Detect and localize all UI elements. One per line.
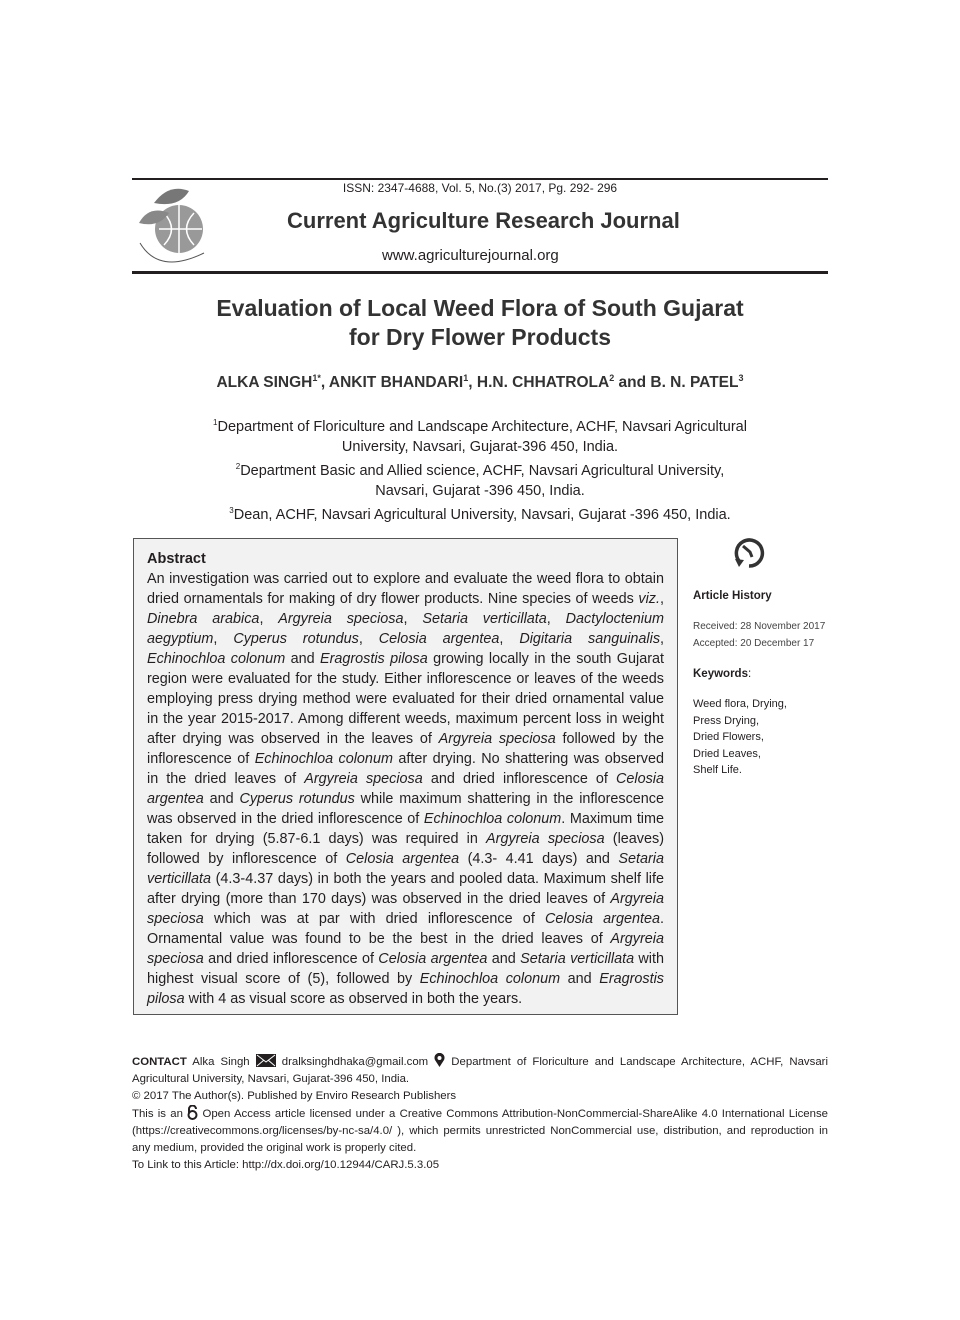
license-pre: This is an (132, 1108, 188, 1120)
species-name: Setaria verticillata (422, 611, 547, 627)
species-name: Argyreia speciosa (278, 611, 404, 627)
abstract-segment: , (213, 631, 234, 647)
affil-sup: 3 (229, 505, 234, 515)
received-date: Received: 28 November 2017 (693, 621, 826, 632)
species-name: Argyreia speciosa (438, 731, 556, 747)
species-name: Setaria verticillata (520, 951, 635, 967)
abstract-segment: and dried inflorescence of (203, 951, 379, 967)
abstract-segment: , (358, 631, 379, 647)
clock-history-icon (731, 535, 767, 571)
title-line-1: Evaluation of Local Weed Flora of South Gujarat (216, 295, 744, 321)
abstract-segment: , (546, 611, 566, 627)
contact-label: CONTACT (132, 1056, 187, 1068)
abstract-segment: and dried inflorescence of (422, 771, 617, 787)
abstract-segment: and (560, 971, 600, 987)
abstract-segment: , (259, 611, 279, 627)
species-name: Dinebra arabica (147, 611, 260, 627)
abstract-segment: with highest visual score of (5), followed by (147, 951, 665, 987)
author: ANKIT BHANDARI (328, 374, 464, 392)
species-name: Celosia argentea (345, 851, 460, 867)
affiliation (180, 413, 780, 457)
keywords-heading (693, 668, 833, 680)
abstract-segment: (leaves) followed by inflorescence of (147, 831, 664, 867)
abstract-segment: (4.3- 4.41 days) and (459, 851, 619, 867)
issn-line: ISSN: 2347-4688, Vol. 5, No.(3) 2017, Pg. 292- 296 (342, 181, 618, 195)
sep: , (468, 374, 477, 392)
affiliations (180, 413, 780, 524)
abstract-segment: , (499, 631, 520, 647)
species-name: viz. (638, 591, 660, 607)
abstract-box (133, 538, 678, 1015)
open-access-icon (187, 1105, 198, 1120)
journal-title: Current Agriculture Research Journal (287, 208, 680, 233)
license-text: Open Access article licensed under a Creative Commons Attribution-NonCommercial-ShareAlike 4.0 International License (https://creativecommons.org/licenses/by-nc-sa/4.0/ ), which permits unrestricted NonCommercial use, distribution, and reproduction in any medium, provided the original work is properly cited. (132, 1108, 828, 1154)
abstract-segment: while maximum shattering in the inflorescence was observed in the dried inflorescence of (147, 791, 664, 827)
species-name: Echinochloa colonum (147, 651, 286, 667)
journal-logo (134, 183, 216, 269)
abstract-segment: An investigation was carried out to explore and evaluate the weed flora to obtain dried ornamentals for making of dry flower products. Nine species of weeds (147, 571, 664, 607)
abstract-segment: , (660, 631, 665, 647)
species-name: Celosia argentea (378, 631, 500, 647)
author: ALKA SINGH (216, 374, 313, 392)
abstract-segment: growing locally in the south Gujarat region were evaluated for the study. Either inflorescence or leaves of the weeds employing press drying method were evaluated for their dried ornamental value in the year 2015-2017. Among different weeds, maximum percent loss in weight after drying was observed in the leaves of (147, 651, 664, 747)
article-sidebar (693, 535, 833, 779)
species-name: Argyreia speciosa (304, 771, 423, 787)
article-history-heading: Article History (693, 590, 772, 602)
keywords-label: Keywords (693, 668, 748, 680)
keyword: Dried Flowers, (693, 731, 764, 743)
sep: , (320, 374, 329, 392)
footer (132, 1053, 828, 1174)
author-sup: 3 (738, 373, 744, 383)
author: B. N. PATEL (650, 374, 739, 392)
contact-email[interactable]: dralksinghdhaka@gmail.com (275, 1056, 435, 1068)
abstract-segment: and (487, 951, 521, 967)
species-name: Eragrostis pilosa (319, 651, 428, 667)
author-sup: 1 (463, 373, 469, 383)
keyword: Press Drying, (693, 714, 760, 727)
license (132, 1105, 828, 1157)
title-line-2: for Dry Flower Products (349, 324, 611, 350)
affil-line: Department of Floriculture and Landscape Architecture, ACHF, Navsari Agricultural (217, 418, 747, 435)
species-name: Digitaria sanguinalis (519, 631, 661, 647)
abstract-heading: Abstract (147, 551, 206, 567)
species-name: Celosia argentea (147, 771, 665, 807)
journal-url[interactable]: www.agriculturejournal.org (382, 247, 559, 264)
abstract-segment: (4.3-4.37 days) in both the years and pooled data. Maximum shelf life after drying (more than 170 days) was observed in the dried leaves of (147, 871, 664, 907)
affil-line: University, Navsari, Gujarat-396 450, India. (341, 438, 619, 455)
species-name: Echinochloa colonum (423, 811, 562, 827)
affil-line: Dean, ACHF, Navsari Agricultural University, Navsari, Gujarat -396 450, India. (233, 506, 731, 523)
author-sup: 2 (609, 373, 615, 383)
species-name: Argyreia speciosa (147, 891, 664, 927)
abstract-segment: with 4 as visual score as observed in both the years. (184, 991, 523, 1007)
species-name: Cyperus rotundus (233, 631, 359, 647)
abstract-segment: followed by the inflorescence of (147, 731, 664, 767)
abstract-segment: . Maximum time taken for drying (5.87-6.1 days) was required in (147, 811, 664, 847)
keyword: Shelf Life. (693, 764, 742, 776)
contact-line (132, 1053, 828, 1088)
species-name: Echinochloa colonum (419, 971, 561, 987)
doi-link[interactable]: To Link to this Article: http://dx.doi.org/10.12944/CARJ.5.3.05 (132, 1159, 440, 1171)
species-name: Cyperus rotundus (239, 791, 355, 807)
sep: and (614, 374, 651, 392)
affil-sup: 1 (213, 418, 218, 427)
affil-line: Navsari, Gujarat -396 450, India. (375, 482, 585, 499)
email-icon (256, 1054, 276, 1067)
header-top-rule (132, 178, 828, 180)
accepted-date: Accepted: 20 December 17 (693, 638, 815, 649)
species-name: Celosia argentea (545, 911, 660, 927)
abstract-segment: , (403, 611, 423, 627)
abstract-segment: which was at par with dried inflorescence of (203, 911, 545, 927)
location-pin-icon (434, 1053, 445, 1067)
species-name: Dactyloctenium aegyptium (147, 611, 664, 647)
affiliation (180, 457, 780, 501)
colon: : (747, 668, 752, 680)
author-sup: 1* (312, 373, 321, 383)
abstract-segment: . Ornamental value was found to be the best in the dried leaves of (147, 911, 664, 947)
abstract-segment: and (285, 651, 320, 667)
author-list (0, 373, 960, 392)
author: H.N. CHHATROLA (476, 374, 610, 392)
affiliation (180, 501, 780, 525)
keyword: Dried Leaves, (693, 747, 761, 760)
species-name: Argyreia speciosa (486, 831, 605, 847)
species-name: Echinochloa colonum (254, 751, 393, 767)
abstract-segment: after drying. No shattering was observed in the dried leaves of (147, 751, 664, 787)
contact-name: Alka Singh (186, 1056, 256, 1068)
species-name: Argyreia speciosa (147, 931, 664, 967)
affil-line: Department Basic and Allied science, ACHF, Navsari Agricultural University, (240, 462, 725, 479)
species-name: Celosia argentea (378, 951, 488, 967)
abstract-segment: , (660, 591, 664, 607)
affil-sup: 2 (235, 461, 241, 471)
abstract-segment: and (203, 791, 240, 807)
species-name: Setaria verticillata (147, 851, 664, 887)
abstract-text (147, 569, 664, 1009)
keyword: Weed flora, Drying, (693, 698, 787, 710)
article-title (0, 294, 960, 352)
copyright: © 2017 The Author(s). Published by Enviro Research Publishers (132, 1090, 457, 1102)
species-name: Eragrostis pilosa (147, 971, 664, 1007)
header-bottom-rule (132, 271, 828, 274)
contact-address: Department of Floriculture and Landscape Architecture, ACHF, Navsari Agricultural University, Navsari, Gujarat-396 450, India. (132, 1056, 828, 1085)
